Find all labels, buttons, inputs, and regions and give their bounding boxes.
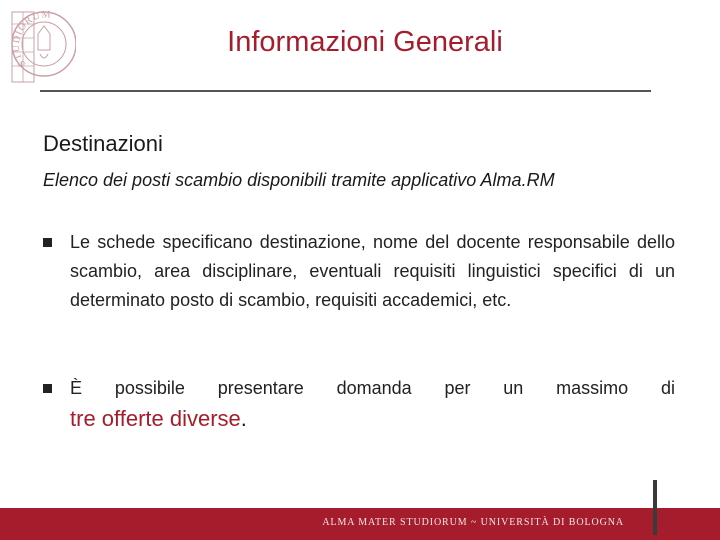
svg-text:STUDIORUM <box>11 9 52 68</box>
square-bullet-icon <box>43 384 52 393</box>
section-subheading: Elenco dei posti scambio disponibili tramite applicativo Alma.RM <box>43 170 555 190</box>
emphasis-text: tre offerte diverse <box>70 406 241 431</box>
emphasis-line <box>70 406 247 432</box>
footer-vertical-bar <box>653 480 657 535</box>
square-bullet-icon <box>43 238 52 247</box>
title-divider <box>40 90 651 92</box>
university-seal-logo <box>4 4 76 90</box>
bullet-text: Le schede specificano destinazione, nome del docente responsabile dello scambio, area disciplinare, eventuali requisiti linguistici specifici di un determinato posto di scambio, requisiti accademici, etc. <box>70 232 675 310</box>
slide-title: Informazioni Generali <box>227 26 503 58</box>
footer-university-name: ALMA MATER STUDIORUM ~ UNIVERSITÀ DI BOLOGNA <box>322 517 624 528</box>
footer-band <box>0 508 720 540</box>
bullet-item <box>43 228 675 315</box>
emphasis-trailing-text: . <box>240 406 247 431</box>
bullet-item <box>43 374 675 403</box>
bullet-text: È possibile presentare domanda per un massimo di <box>70 378 675 398</box>
section-heading: Destinazioni <box>43 131 163 156</box>
seal-text: STUDIORUM <box>10 9 52 69</box>
